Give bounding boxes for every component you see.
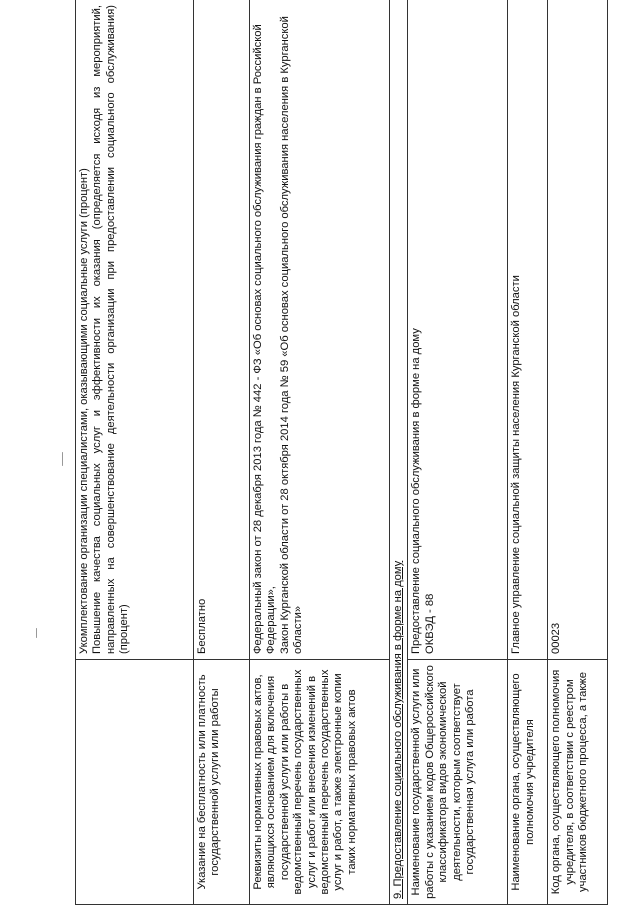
indicator-quality: Повышение качества социальных услуг и эффективности их оказания (определяется исходя из мероприятий, направленных на совершенствование деятельности организации при предоставлении социального обслуживания) (процент) xyxy=(91,5,131,654)
service-name-text: Предоставление социального обслуживания в форме на дому xyxy=(410,328,423,654)
okved-code-text: ОКВЭД - 88 xyxy=(423,593,436,654)
table-row-authority xyxy=(508,0,548,905)
free-of-charge-label: Указание на бесплатность или платность государственной услуги или работы xyxy=(194,660,250,905)
service-name-value-cell xyxy=(408,0,508,660)
legal-acts-value-cell xyxy=(250,0,390,660)
regional-law-text: Закон Курганской области от 28 октября 2014 года № 59 «Об основах социального обслуживания населения в Курганской области» xyxy=(278,16,305,654)
scan-speck xyxy=(36,628,37,638)
service-name-label: Наименование государственной услуги или работы с указанием кодов Общероссийского классификатора видов экономической деятельности, которым соответствует государственная услуга или работа xyxy=(408,660,508,905)
table-row-free-of-charge xyxy=(194,0,250,905)
indicators-label-cell xyxy=(76,660,194,905)
authority-label: Наименование органа, осуществляющего полномочия учредителя xyxy=(508,660,548,905)
indicator-staffing: Укомплектование организации специалистами, оказывающими социальные услуги (процент) xyxy=(78,168,90,654)
table-row-legal-acts xyxy=(250,0,390,905)
table-row-authority-code xyxy=(548,0,608,905)
section-title: 9. Предоставление социального обслуживания в форме на дому xyxy=(392,560,404,899)
federal-law-text: Федеральный закон от 28 декабря 2013 года № 442 - ФЗ «Об основах социального обслуживания граждан в Российской Федерации», xyxy=(252,24,278,654)
authority-value: Главное управление социальной защиты населения Курганской области xyxy=(508,0,548,660)
authority-code-label: Код органа, осуществляющего полномочия учредителя, в соответствии с реестром участников бюджетного процесса, а также xyxy=(548,660,608,905)
authority-code-value: 00023 xyxy=(548,0,608,660)
free-of-charge-value: Бесплатно xyxy=(194,0,250,660)
table-row-section-title xyxy=(390,0,408,905)
table-row-indicators xyxy=(76,0,194,905)
legal-acts-label: Реквизиты нормативных правовых актов, являющихся основанием для включения государственной услуги или работы в ведомственный перечень государственных услуг и работ или внесения изменений в ведомственный перечень государственных услуг и работ, а также электронные копии таких нормативных правовых актов xyxy=(250,660,390,905)
scan-speck xyxy=(62,452,63,466)
table-row-service-name xyxy=(408,0,508,905)
indicators-value-cell xyxy=(76,0,194,660)
services-register-table xyxy=(75,0,608,905)
section-title-cell xyxy=(390,0,408,905)
